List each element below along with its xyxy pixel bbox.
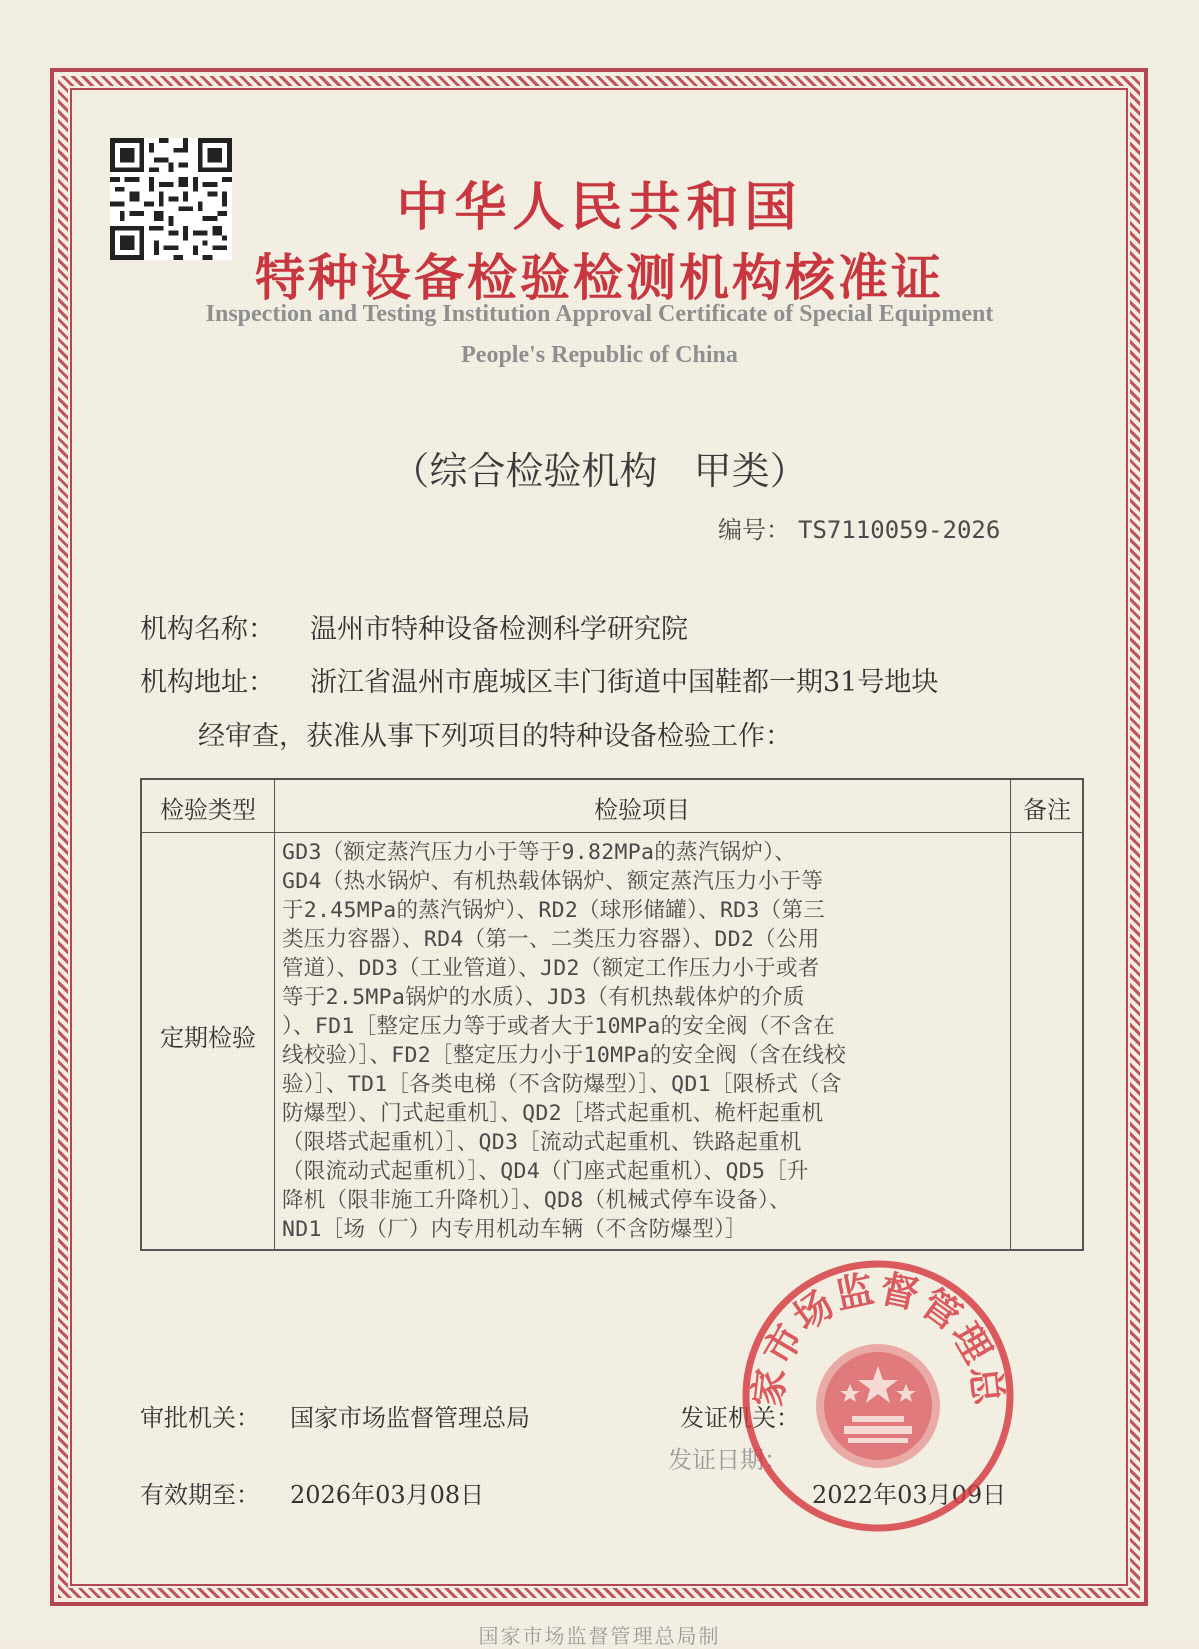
title-english-line1: Inspection and Testing Institution Approval Certificate of Special Equipment: [205, 301, 994, 327]
footer-issuer: 国家市场监督管理总局制: [478, 1624, 721, 1648]
valid-until-row: [140, 1475, 484, 1510]
institution-name-row: [140, 607, 688, 646]
item-line: （限塔式起重机）］、QD3［流动式起重机、铁路起重机: [282, 1130, 802, 1155]
item-line: 类压力容器）、RD4（第一、二类压力容器）、DD2（公用: [282, 927, 820, 952]
issuing-authority-label: 发证机关：: [680, 1404, 800, 1432]
approval-authority-row: [140, 1398, 530, 1433]
valid-until-value: 2026年03月08日: [290, 1481, 485, 1509]
item-line: 于2.45MPa的蒸汽锅炉）、RD2（球形储罐）、RD3（第三: [282, 898, 826, 923]
institution-address-row: [140, 660, 938, 699]
certificate-number-label: 编号：: [718, 516, 790, 544]
valid-until-label: 有效期至：: [140, 1481, 260, 1509]
approval-authority-value: 国家市场监督管理总局: [290, 1404, 530, 1432]
table-header-items: 检验项目: [594, 796, 690, 824]
item-line: 等于2.5MPa锅炉的水质）、JD3（有机热载体炉的介质: [282, 985, 805, 1010]
item-line: GD3（额定蒸汽压力小于等于9.82MPa的蒸汽锅炉）、: [282, 840, 797, 865]
item-line: 管道）、DD3（工业管道）、JD2（额定工作压力小于或者: [282, 956, 820, 981]
approval-intro-text: 经审查，获准从事下列项目的特种设备检验工作：: [198, 721, 792, 752]
table-cell-type: 定期检验: [160, 1024, 256, 1052]
title-chinese-line1: 中华人民共和国: [396, 178, 803, 238]
table-header-notes: 备注: [1023, 796, 1071, 824]
item-line: GD4（热水锅炉、有机热载体锅炉、额定蒸汽压力小于等: [282, 869, 824, 894]
issue-date-label: 发证日期：: [668, 1446, 788, 1474]
certificate-number: [718, 510, 1000, 545]
institution-name-label: 机构名称：: [140, 614, 275, 645]
institution-category: （综合检验机构 甲类）: [391, 449, 808, 493]
table-divider: [142, 832, 1082, 833]
item-line: 线校验）］、FD2［整定压力小于10MPa的安全阀（含在线校: [282, 1043, 847, 1068]
table-divider: [274, 780, 275, 1249]
item-line: 验）］、TD1［各类电梯（不含防爆型）］、QD1［限桥式（含: [282, 1072, 842, 1097]
certificate-number-value: TS7110059-2026: [798, 516, 1001, 544]
official-seal-icon: [740, 1258, 1016, 1534]
item-line: （限流动式起重机）］、QD4（门座式起重机）、QD5［升: [282, 1159, 809, 1184]
item-line: 防爆型）、门式起重机］、QD2［塔式起重机、桅杆起重机: [282, 1101, 824, 1126]
title-chinese-line2: 特种设备检验检测机构核准证: [255, 249, 944, 307]
title-english-line2: People's Republic of China: [461, 342, 738, 368]
inspection-scope-table: [140, 778, 1084, 1251]
table-header-type: 检验类型: [160, 796, 256, 824]
institution-address-label: 机构地址：: [140, 667, 275, 698]
institution-name-value: 温州市特种设备检测科学研究院: [310, 614, 688, 645]
approval-authority-label: 审批机关：: [140, 1404, 260, 1432]
item-line: ND1［场（厂）内专用机动车辆（不含防爆型）］: [282, 1217, 747, 1242]
item-line: ）、FD1［整定压力等于或者大于10MPa的安全阀（不含在: [282, 1014, 836, 1039]
institution-address-value: 浙江省温州市鹿城区丰门街道中国鞋都一期31号地块: [310, 667, 939, 698]
seal-text: 家市场监督管理总: [745, 1266, 1011, 1409]
table-divider: [1010, 780, 1011, 1249]
issue-date-value: 2022年03月09日: [812, 1481, 1007, 1509]
table-cell-items: [282, 838, 1004, 1244]
item-line: 降机（限非施工升降机）］、QD8（机械式停车设备）、: [282, 1188, 791, 1213]
